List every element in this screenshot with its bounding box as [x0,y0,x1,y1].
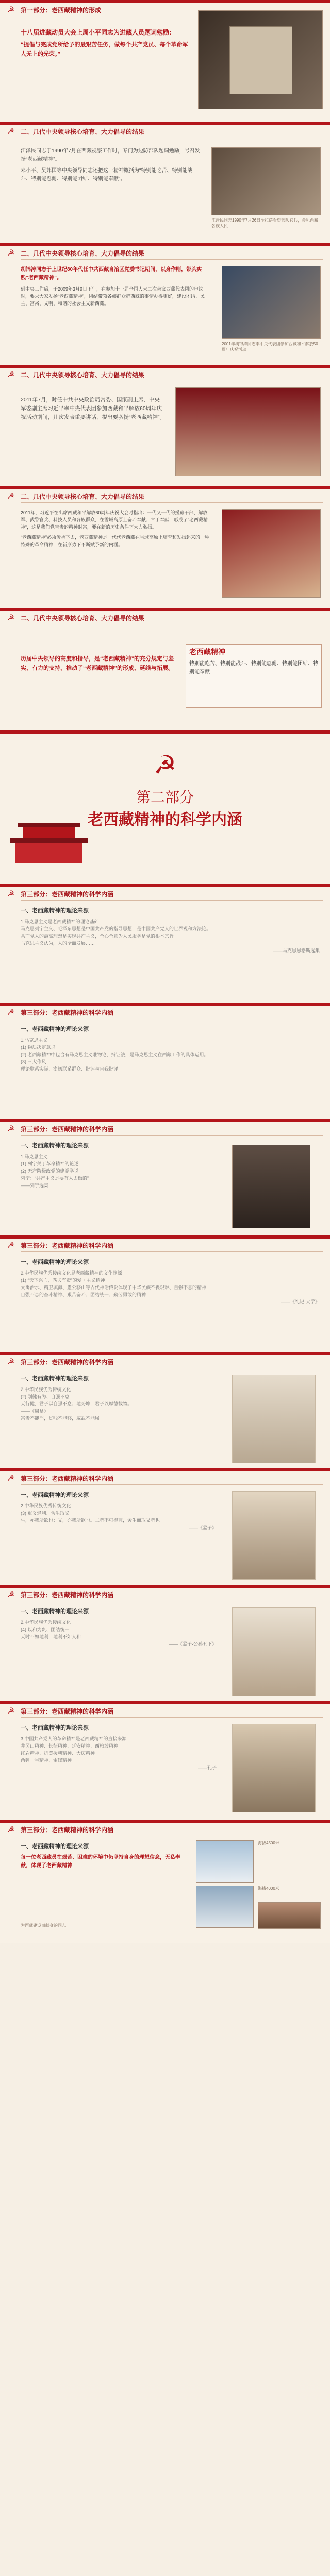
text-line: (2) 无产阶级政党的建党学说 [21,1168,79,1174]
paragraph: 2011年7月，时任中共中央政治局常委、国家副主席、中央军委副主席习近平率中央代表团参加西藏和平解放60周年庆祝活动期间，几次发表重要讲话，提出要弘扬“老西藏精神”。 [21,397,165,420]
slide-16 [0,1820,330,1944]
box-title: 老西藏精神 [189,648,225,656]
section-heading: 一、老西藏精神的理论来源 [21,1608,89,1615]
portrait-lenin [232,1145,310,1228]
text-line: 2.中华民族优秀传统文化是老西藏精神的文化渊源 [21,1270,122,1276]
text-line: 共产党人的最高理想是实现共产主义，全心全意为人民服务是党的根本宗旨。 [21,934,179,939]
section-heading: 一、老西藏精神的理论来源 [21,1376,89,1382]
flag-bar [0,1468,330,1471]
slide-body [21,1491,217,1577]
flag-bar [0,1820,330,1823]
slide-3 [0,243,330,366]
text-line: (3) 三大作风 [21,1059,46,1064]
photo-memorial [258,1902,321,1929]
slide-body [21,907,320,994]
party-emblem-icon: ☭ [7,1707,15,1716]
slide-title: 第三部分：老西藏精神的科学内涵 [21,1826,114,1834]
text-line: 大禹治水、精卫填海、愚公移山等古代神话传说体现了中华民族不畏艰难、自强不息的精神 [21,1285,207,1290]
slide-9 [0,1003,330,1120]
slide-header [0,1701,330,1719]
flag-bar [0,122,330,125]
paragraph: 邓小平、吴邦国等中央领导同志还把这一精神概括为“特别能吃苦、特别能战斗、特别能忍耐、特别能团结、特别能奉献”。 [21,168,193,182]
lead-text: 十八届进藏动员大会上周小平同志为进藏人员题词勉励： [21,29,176,36]
slide-header [0,884,330,902]
divider [21,259,323,260]
text-line: 两弹一星精神、雷锋精神 [21,1758,72,1763]
slide-header [0,1468,330,1486]
slide-title: 第三部分：老西藏精神的科学内涵 [21,1708,114,1715]
party-emblem-icon: ☭ [7,1825,15,1834]
slide-11 [0,1235,330,1353]
divider [21,502,323,503]
text-line: 红岩精神、抗美援朝精神、大庆精神 [21,1751,95,1756]
party-emblem-icon: ☭ [7,614,15,622]
text-line: 天行健，君子以自强不息；地势坤，君子以厚德载物。 [21,1401,133,1406]
party-emblem-icon: ☭ [7,370,15,379]
photo-ceremony [222,509,321,598]
slide-title: 第三部分：老西藏精神的科学内涵 [21,1009,114,1016]
divider [21,1251,323,1252]
slide-title: 第三部分：老西藏精神的科学内涵 [21,1359,114,1366]
flag-bar [0,730,330,734]
slide-title: 二、几代中央领导核心培育、大力倡导的结果 [21,128,145,135]
slide-body [21,1258,320,1344]
slide-4 [0,365,330,487]
flag-bar [0,1585,330,1588]
source-line: ——马克思恩格斯选集 [273,948,320,953]
text-line: 2.中华民族优秀传统文化 [21,1503,71,1509]
slide-header [0,1352,330,1369]
text-line: (1) 列宁关于革命精神的论述 [21,1161,79,1166]
divider [21,1135,323,1136]
text-line: 2.中华民族优秀传统文化 [21,1387,71,1392]
quote-text: “提倡与完成党所给予的最艰苦任务，做每个共产党员、每个革命军人无上的光荣。” [21,42,188,57]
illustration-confucius [232,1724,316,1812]
flag-bar [0,486,330,489]
slide-title: 第一部分：老西藏精神的形成 [21,7,102,14]
flag-bar [0,1352,330,1355]
text-line: (2) 老西藏精神中包含有马克思主义唯物论、辩证法，是马克思主义在西藏工作的具体运用。 [21,1052,209,1057]
divider [21,900,323,901]
slide-12 [0,1352,330,1469]
photo-hu [222,266,321,339]
source-line: ——《孟子·公孙丑下》 [169,1641,217,1647]
slide-10 [0,1119,330,1236]
source-line: ——《周易》 [21,1409,49,1414]
inscription-paper [229,26,292,94]
flag-bar [0,1003,330,1006]
slide-title: 二、几代中央领导核心培育、大力倡导的结果 [21,493,145,500]
flag-bar [0,1701,330,1704]
illustration-ancient [232,1607,316,1696]
section-heading: 一、老西藏精神的理论来源 [21,1725,89,1731]
text-line: 1.马克思主义 [21,1154,48,1159]
slide-title: 二、几代中央领导核心培育、大力倡导的结果 [21,615,145,622]
section-heading: 一、老西藏精神的理论来源 [21,1259,89,1265]
section-heading: 一、老西藏精神的理论来源 [21,1026,89,1032]
party-emblem-icon: ☭ [7,1358,15,1366]
text-line: 3.中国共产党人的革命精神是老西藏精神的直接来源 [21,1736,127,1741]
slide-header [0,1235,330,1253]
box-text: 特别能吃苦、特别能战斗、特别能忍耐、特别能团结、特别能奉献 [189,661,318,675]
text-line: 列宁：“共产主义是要有人去做的” [21,1176,89,1181]
photo-caption: 江泽民同志1990年7月26日至拉萨看望部队官兵，会见西藏各族人民 [211,218,319,228]
illustration-mencius [232,1491,316,1580]
flag-bar [0,884,330,887]
flag-bar [0,1235,330,1239]
photo-caption: 海拔4500米 [258,1841,279,1845]
divider [21,1484,323,1485]
cover-title: 老西藏精神的科学内涵 [88,811,242,829]
paragraph: 历届中央领导的高度和指导，是“老西藏精神”的充分规定与坚实、有力的支持，推动了“老西藏精神”的形成、延续与拓展。 [21,656,174,671]
slide-8 [0,884,330,1004]
slide-title: 第三部分：老西藏精神的科学内涵 [21,1591,114,1599]
source-line: ——《孟子》 [188,1525,217,1530]
slide-header [0,1119,330,1137]
slide-5 [0,486,330,609]
text-line: (3) 重义轻利、舍生取义 [21,1511,70,1516]
flag-bar [0,608,330,611]
slide-body [21,1375,217,1460]
paragraph: 胡锦涛同志于上世纪80年代任中共西藏自治区党委书记期间，以身作则，带头实践“老西藏精神”。 [21,267,202,281]
spirit-box [186,644,322,708]
paragraph: “老西藏精神”必须传承下去，老西藏精神是一代代老西藏在雪域高原上培育和发扬起来的一种特殊的革命精神，在新形势下不断赋予新的内涵。 [21,535,209,547]
photo-mountain-2 [196,1886,254,1928]
party-emblem-icon: ☭ [7,492,15,501]
party-emblem-icon: ☭ [7,1474,15,1483]
section-heading: 一、老西藏精神的理论来源 [21,1143,89,1149]
text-line: 1.马克思主义是老西藏精神的理论基础 [21,919,99,924]
source-line: ——《礼记·大学》 [281,1299,320,1304]
slide-title: 二、几代中央领导核心培育、大力倡导的结果 [21,371,145,379]
text-line: 井冈山精神、长征精神、延安精神、西柏坡精神 [21,1743,119,1749]
party-emblem-icon: ☭ [7,127,15,136]
cover-slide [0,730,330,885]
slide-body [21,23,191,113]
party-emblem-icon: ☭ [7,6,15,14]
slide-title: 第三部分：老西藏精神的科学内涵 [21,1242,114,1249]
source-line: ——列宁选集 [21,1183,49,1188]
illustration-classic [232,1375,316,1463]
text-line: 理论联系实际、密切联系群众、批评与自我批评 [21,1066,119,1072]
slide-header [0,122,330,139]
text-line: 生，亦我所欲也；义，亦我所欲也。二者不可得兼，舍生而取义者也。 [21,1518,165,1523]
photo-jiang [211,147,321,215]
slide-body [21,266,211,357]
paragraph: 江泽民同志于1990年7月在西藏视察工作时，专门为边防部队题词勉励，号召发扬“老西藏精神”。 [21,148,200,162]
section-heading: 一、老西藏精神的理论来源 [21,1843,89,1850]
text-line: 天时不如地利，地利不如人和 [21,1634,81,1639]
divider [21,1717,323,1718]
text-line: (1) 物质决定意识 [21,1045,56,1050]
slide-body [21,1607,217,1693]
slide-title: 二、几代中央领导核心培育、大力倡导的结果 [21,250,145,257]
slide-body [21,1842,186,1935]
text-line: 1.马克思主义 [21,1038,48,1043]
slide-body [21,654,175,721]
slide-body [21,147,201,235]
party-emblem-icon: ☭ [7,1241,15,1250]
paragraph: 每一位老西藏员在艰苦、困难的环境中仍坚持自身的理想信念，无私奉献，体现了老西藏精神 [21,1855,180,1869]
slide-title: 第三部分：老西藏精神的科学内涵 [21,891,114,898]
slide-header [0,243,330,261]
photo-xi [175,387,321,476]
slide-13 [0,1468,330,1586]
slide-1 [0,0,330,123]
cover-part: 第二部分 [136,789,194,806]
slide-header [0,1585,330,1602]
source-line: ——孔子 [197,1765,217,1770]
photo-caption: 为西藏建设而献身的同志 [21,1923,66,1928]
slide-header [0,1003,330,1020]
photo-inscription [198,10,323,109]
photo-caption: 海拔4000米 [258,1886,279,1891]
slide-header [0,486,330,504]
party-emblem-icon: ☭ [7,890,15,899]
text-line: (4) 以和为贵、团结统一 [21,1627,70,1632]
slide-title: 第三部分：老西藏精神的科学内涵 [21,1475,114,1482]
slide-body [21,1724,217,1811]
slide-header [0,608,330,625]
text-line: 马克思主义认为，人的全面发展…… [21,941,95,946]
flag-bar [0,243,330,246]
slide-header [0,1820,330,1837]
slide-body [21,1142,217,1227]
slide-14 [0,1585,330,1702]
tiananmen-icon [10,817,88,863]
slide-6 [0,608,330,731]
slide-body [21,1025,320,1111]
slide-header [0,365,330,382]
party-emblem-icon: ☭ [7,1590,15,1599]
flag-bar [0,0,330,3]
text-line: (1) “天下兴亡，匹夫有责”的爱国主义精神 [21,1278,105,1283]
text-line: 富贵不能淫，贫贱不能移，威武不能屈 [21,1416,100,1421]
party-emblem-icon: ☭ [7,1008,15,1017]
paragraph: 到中央工作后，于2009年3月9日下午，在参加十一届全国人大二次会议西藏代表团的审议时，要求大家发扬“老西藏精神”，团结带领各族群众把西藏的事情办得更好，建设团结、民主、富裕、文明、和谐的社会主义新西藏。 [21,286,205,306]
text-line: (2) 刚健有为、自强不息 [21,1394,70,1399]
slide-15 [0,1701,330,1821]
text-line: 马克思列宁主义、毛泽东思想是中国共产党的指导思想，是中国共产党人的世界观和方法论。 [21,926,211,931]
slide-2 [0,122,330,244]
page-filler [0,1943,330,2576]
party-emblem-icon: ☭ [153,751,177,779]
section-heading: 一、老西藏精神的理论来源 [21,1492,89,1498]
slide-body [21,396,165,478]
slide-title: 第三部分：老西藏精神的科学内涵 [21,1126,114,1133]
party-emblem-icon: ☭ [7,249,15,258]
flag-bar [0,1119,330,1122]
paragraph: 2011年，习近平在出席西藏和平解放60周年庆祝大会时指出：一代又一代的援藏干部、解放军、武警官兵、科技人员和各族群众，在雪域高原上奋斗奉献、甘于奉献，形成了“老西藏精神”，这是我们党宝贵的精神财富，要在新的历史条件下大力弘扬。 [21,510,208,530]
slide-body [21,509,211,600]
text-line: 2.中华民族优秀传统文化 [21,1620,71,1625]
text-line: 自强不息的奋斗精神、艰苦奋斗、团结统一、勤劳勇敢的精神 [21,1292,146,1297]
photo-mountain-1 [196,1840,254,1883]
section-heading: 一、老西藏精神的理论来源 [21,908,89,914]
photo-caption: 2001年胡锦涛同志率中央代表团参加西藏和平解放50周年庆祝活动 [222,342,318,352]
flag-bar [0,365,330,368]
party-emblem-icon: ☭ [7,1125,15,1133]
